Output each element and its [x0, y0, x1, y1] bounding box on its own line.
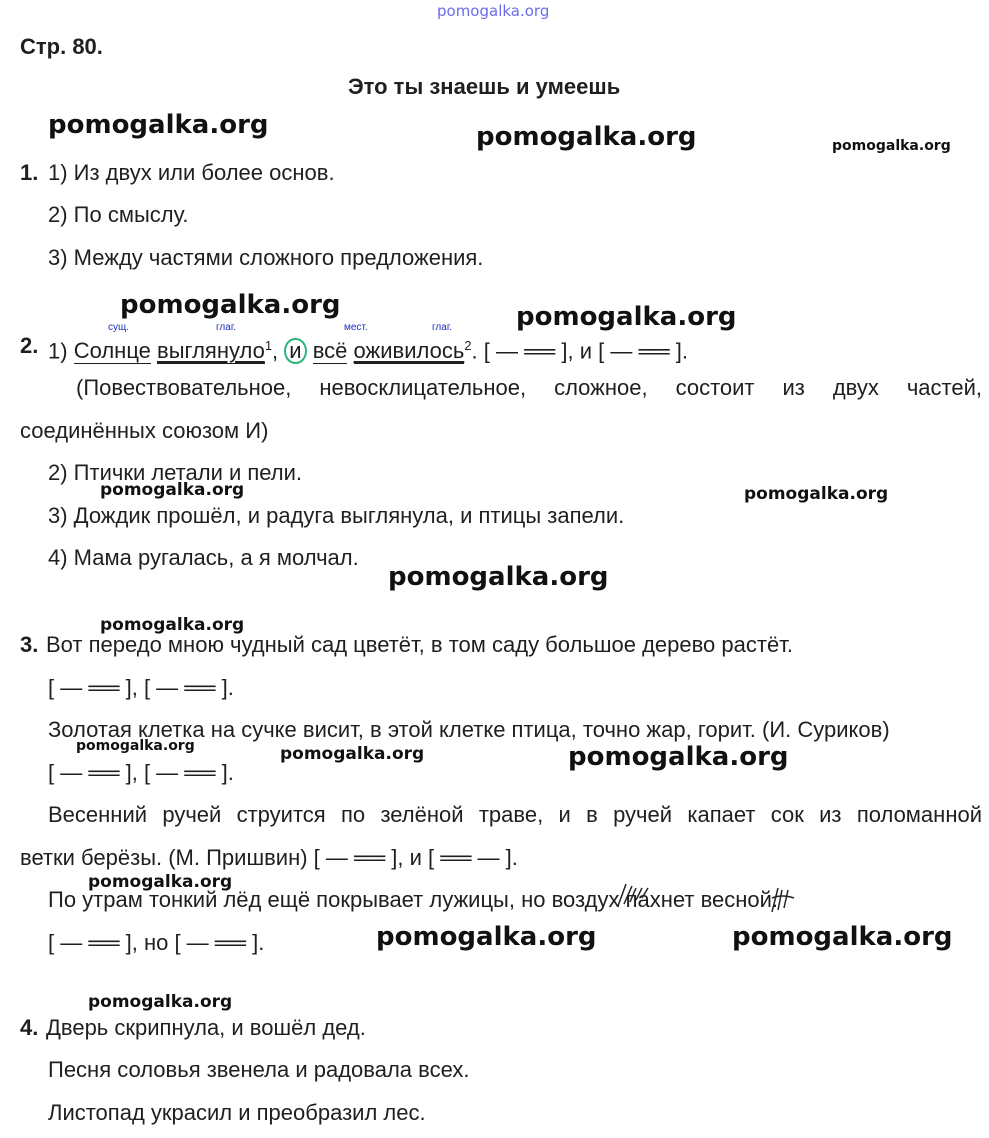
task3-number: 3. — [20, 632, 39, 657]
task2-item: 2) Птички летали и пели. — [48, 460, 303, 485]
task3-sentence: Золотая клетка на сучке висит, в этой клетке птица, точно жар, горит. (И. Суриков) — [48, 717, 890, 742]
task1-item: 2) По смыслу. — [48, 202, 189, 227]
task4-number: 4. — [20, 1015, 39, 1040]
watermark: pomogalka.org — [732, 922, 953, 952]
pencil-mark-icon — [766, 882, 802, 918]
watermark: pomogalka.org — [76, 738, 195, 754]
pos-label: мест. — [344, 322, 368, 333]
task3-sentence: Вот передо мною чудный сад цветёт, в том саду большое дерево растёт. — [46, 632, 793, 657]
page-title: Это ты знаешь и умеешь — [348, 74, 621, 99]
task1-item: 1) Из двух или более основ. — [48, 160, 335, 185]
task2-item: 4) Мама ругалась, а я молчал. — [48, 545, 359, 570]
task2-item: 3) Дождик прошёл, и радуга выглянула, и птицы запели. — [48, 503, 625, 528]
sentence-scheme: [ — ══ ], [ — ══ ]. — [48, 675, 234, 700]
task3-sentence: Весенний ручей струится по зелёной траве, и в ручей капает сок из поломанной — [48, 802, 982, 827]
watermark: pomogalka.org — [100, 480, 245, 500]
watermark-top: pomogalka.org — [437, 2, 550, 20]
conjunction-circled: и — [284, 338, 306, 364]
task3-sentence: По утрам тонкий лёд ещё покрывает лужицы, но воздух пахнет весной. — [48, 887, 779, 912]
part-index: 2 — [464, 338, 472, 353]
task1-item: 3) Между частями сложного предложения. — [48, 245, 484, 270]
task3-sentence: ветки берёзы. (М. Пришвин) [ — ══ ], и [ ══ — ]. — [20, 845, 518, 870]
watermark: pomogalka.org — [744, 484, 889, 504]
task4-sentence: Дверь скрипнула, и вошёл дед. — [46, 1015, 366, 1040]
task1-number: 1. — [20, 160, 39, 185]
task2-description: (Повествовательное, невосклицательное, сложное, состоит из двух частей, — [76, 375, 982, 400]
task2-number: 2. — [20, 333, 39, 358]
task2-sentence-1 — [48, 333, 688, 364]
watermark: pomogalka.org — [100, 615, 245, 635]
watermark: pomogalka.org — [476, 122, 697, 152]
task2-description: соединённых союзом И) — [20, 418, 269, 443]
watermark: pomogalka.org — [280, 744, 425, 764]
part-index: 1 — [264, 338, 273, 353]
watermark: pomogalka.org — [388, 562, 609, 592]
comma: , — [272, 338, 279, 364]
pos-label: сущ. — [108, 322, 130, 333]
sentence-scheme: [ — ══ ], но [ — ══ ]. — [48, 930, 265, 955]
task4-sentence: Листопад украсил и преобразил лес. — [48, 1100, 426, 1125]
watermark: pomogalka.org — [88, 992, 233, 1012]
watermark: pomogalka.org — [88, 872, 233, 892]
predicate-word: выглянуло — [157, 338, 265, 364]
subject-word: всё — [312, 338, 348, 364]
watermark: pomogalka.org — [48, 110, 269, 140]
pencil-mark-icon — [614, 880, 662, 910]
subject-word: Солнце — [73, 338, 151, 364]
watermark: pomogalka.org — [376, 922, 597, 952]
sentence-scheme: [ — ══ ], [ — ══ ]. — [48, 760, 234, 785]
page-number: Стр. 80. — [20, 34, 103, 59]
pos-label: глаг. — [432, 322, 453, 333]
item-prefix: 1) — [48, 338, 68, 364]
watermark: pomogalka.org — [516, 302, 737, 332]
predicate-word: оживилось — [353, 338, 465, 364]
watermark: pomogalka.org — [568, 742, 789, 772]
watermark: pomogalka.org — [832, 138, 951, 154]
sentence-scheme: . [ — ══ ], и [ — ══ ]. — [471, 338, 688, 364]
pos-label: глаг. — [216, 322, 237, 333]
watermark: pomogalka.org — [120, 290, 341, 320]
task4-sentence: Песня соловья звенела и радовала всех. — [48, 1057, 470, 1082]
